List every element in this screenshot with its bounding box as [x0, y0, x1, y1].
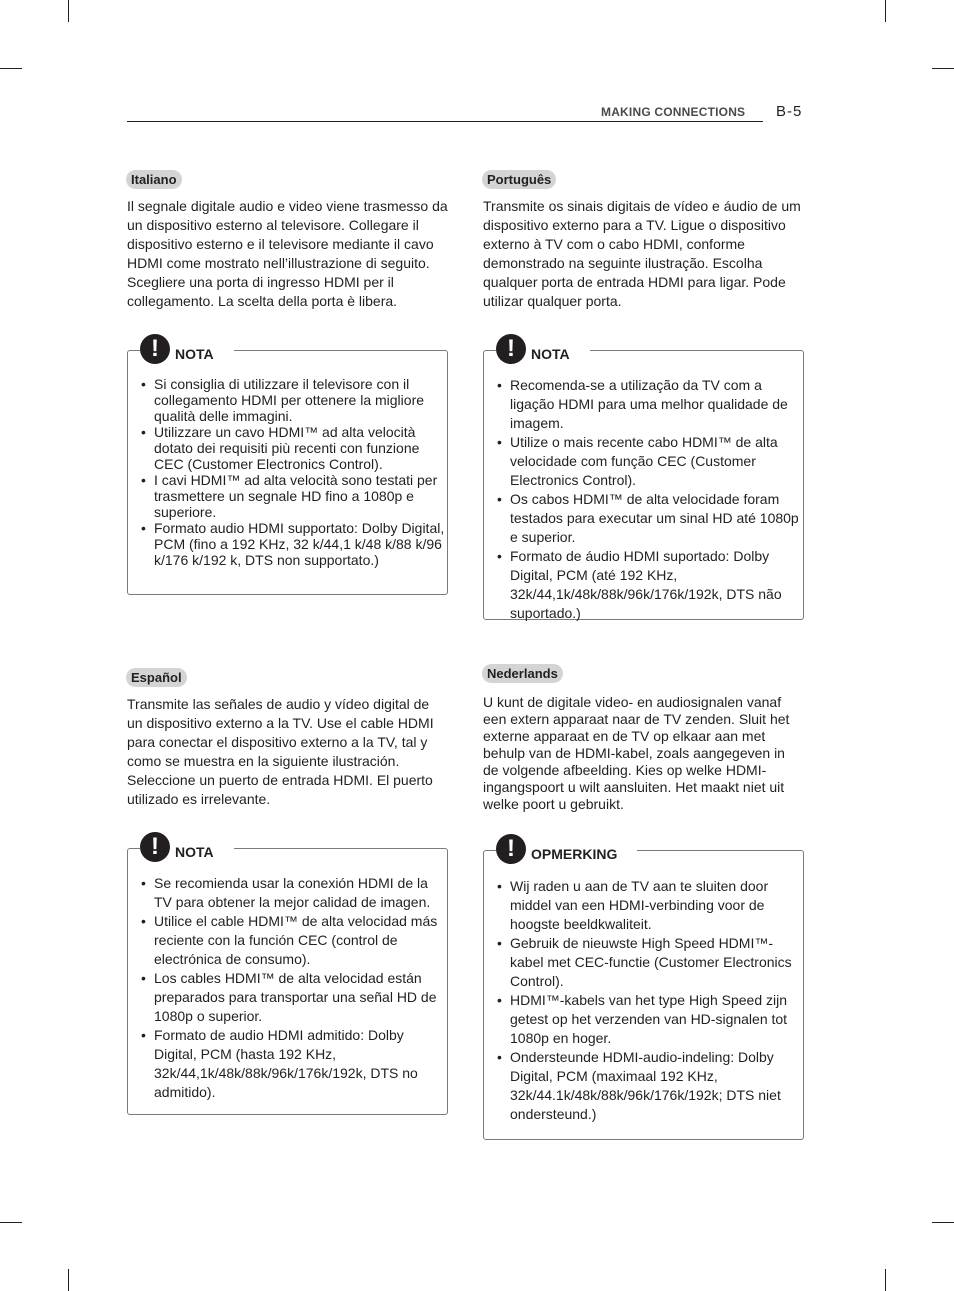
exclamation-icon: ! [140, 832, 170, 862]
crop-mark [885, 1269, 886, 1291]
note-header [496, 329, 590, 369]
crop-mark [932, 1222, 954, 1223]
note-box [127, 833, 448, 1115]
exclamation-icon: ! [496, 834, 526, 864]
language-label: Português [482, 170, 556, 189]
language-label: Español [126, 668, 187, 687]
list-item: • Se recomienda usar la conexión HDMI de la TV para obtener la mejor calidad de imagen. [128, 874, 447, 912]
exclamation-icon: ! [140, 334, 170, 364]
language-label: Italiano [126, 170, 182, 189]
section-portugues [483, 170, 804, 311]
note-list [128, 376, 447, 568]
crop-mark [932, 68, 954, 69]
list-item: • Formato de audio HDMI admitido: Dolby Digital, PCM (hasta 192 KHz, 32k/44,1k/48k/88k/96k/176k/192k, DTS no admitido). [128, 1026, 447, 1102]
list-item: • Formato de áudio HDMI suportado: Dolby Digital, PCM (até 192 KHz, 32k/44,1k/48k/88k/96k/176k/192k, DTS não suportado.) [484, 547, 803, 623]
list-item: • Utilice el cable HDMI™ de alta velocidad más reciente con la función CEC (control de electrónica de consumo). [128, 912, 447, 969]
note-title: NOTA [175, 844, 214, 860]
list-item: • Os cabos HDMI™ de alta velocidade foram testados para executar um sinal HD até 1080p e superior. [484, 490, 803, 547]
section-espanol [127, 668, 448, 809]
note-header [496, 829, 637, 869]
list-item: • HDMI™-kabels van het type High Speed zijn getest op het verzenden van HD-signalen tot 1080p en hoger. [484, 991, 803, 1048]
note-list [128, 874, 447, 1102]
list-item: • Gebruik de nieuwste High Speed HDMI™-kabel met CEC-functie (Customer Electronics Control). [484, 934, 803, 991]
language-label: Nederlands [482, 664, 563, 683]
section-nederlands [483, 664, 804, 813]
list-item: • I cavi HDMI™ ad alta velocità sono testati per trasmettere un segnale HD fino a 1080p e superiore. [128, 472, 447, 520]
running-header: MAKING CONNECTIONS [601, 105, 746, 119]
note-list [484, 877, 803, 1124]
note-box [127, 335, 448, 595]
note-header [140, 827, 234, 867]
intro-text: Transmite os sinais digitais de vídeo e áudio de um dispositivo externo para a TV. Ligue o dispositivo externo à TV com o cabo HDMI, conforme demonstrado na seguinte ilustração. Escolha qualquer porta de entrada HDMI para ligar. Pode utilizar qualquer porta. [483, 198, 801, 309]
note-title: NOTA [531, 346, 570, 362]
list-item: • Los cables HDMI™ de alta velocidad están preparados para transportar una señal HD de 1080p o superior. [128, 969, 447, 1026]
crop-mark [885, 0, 886, 22]
note-title: OPMERKING [531, 846, 618, 862]
section-italiano [127, 170, 448, 311]
exclamation-icon: ! [496, 334, 526, 364]
list-item: • Wij raden u aan de TV aan te sluiten door middel van een HDMI-verbinding voor de hoogste beeldkwaliteit. [484, 877, 803, 934]
note-box [483, 335, 804, 621]
list-item: • Si consiglia di utilizzare il televisore con il collegamento HDMI per ottenere la migliore qualità delle immagini. [128, 376, 447, 424]
note-box [483, 835, 804, 1140]
crop-mark [68, 0, 69, 22]
list-item: • Ondersteunde HDMI-audio-indeling: Dolby Digital, PCM (maximaal 192 KHz, 32k/44.1k/48k/88k/96k/176k/192k; DTS niet ondersteund.) [484, 1048, 803, 1124]
note-title: NOTA [175, 346, 214, 362]
intro-text: Transmite las señales de audio y vídeo digital de un dispositivo externo a la TV. Use el cable HDMI para conectar el dispositivo externo a la TV, tal y como se muestra en la siguiente ilustración. Seleccione un puerto de entrada HDMI. El puerto utilizado es irrelevante. [127, 696, 434, 807]
crop-mark [0, 1222, 22, 1223]
intro-text: Il segnale digitale audio e video viene trasmesso da un dispositivo esterno al televisore. Collegare il dispositivo esterno e il televisore mediante il cavo HDMI come mostrato nell’illustrazione di seguito. Scegliere una porta di ingresso HDMI per il collegamento. La scelta della porta è libera. [127, 198, 448, 309]
note-list [484, 376, 803, 623]
header-rule [127, 121, 763, 122]
crop-mark [68, 1269, 69, 1291]
note-header [140, 329, 234, 369]
intro-text: U kunt de digitale video- en audiosignalen vanaf een extern apparaat naar de TV zenden. Sluit het externe apparaat en de TV op elkaar aan met behulp van de HDMI-kabel, zoals aangegeven in de volgende afbeelding. Kies op welke HDMI-ingangspoort u wilt aansluiten. Het maakt niet uit welke poort u gebruikt. [483, 694, 790, 812]
list-item: • Recomenda-se a utilização da TV com a ligação HDMI para uma melhor qualidade de imagem. [484, 376, 803, 433]
list-item: • Utilizzare un cavo HDMI™ ad alta velocità dotato dei requisiti più recenti con funzione CEC (Customer Electronics Control). [128, 424, 447, 472]
list-item: • Utilize o mais recente cabo HDMI™ de alta velocidade com função CEC (Customer Electronics Control). [484, 433, 803, 490]
list-item: • Formato audio HDMI supportato: Dolby Digital, PCM (fino a 192 KHz, 32 k/44,1 k/48 k/88 k/96 k/176 k/192 k, DTS non supportato.) [128, 520, 447, 568]
crop-mark [0, 68, 22, 69]
page-number: B-5 [776, 103, 803, 120]
